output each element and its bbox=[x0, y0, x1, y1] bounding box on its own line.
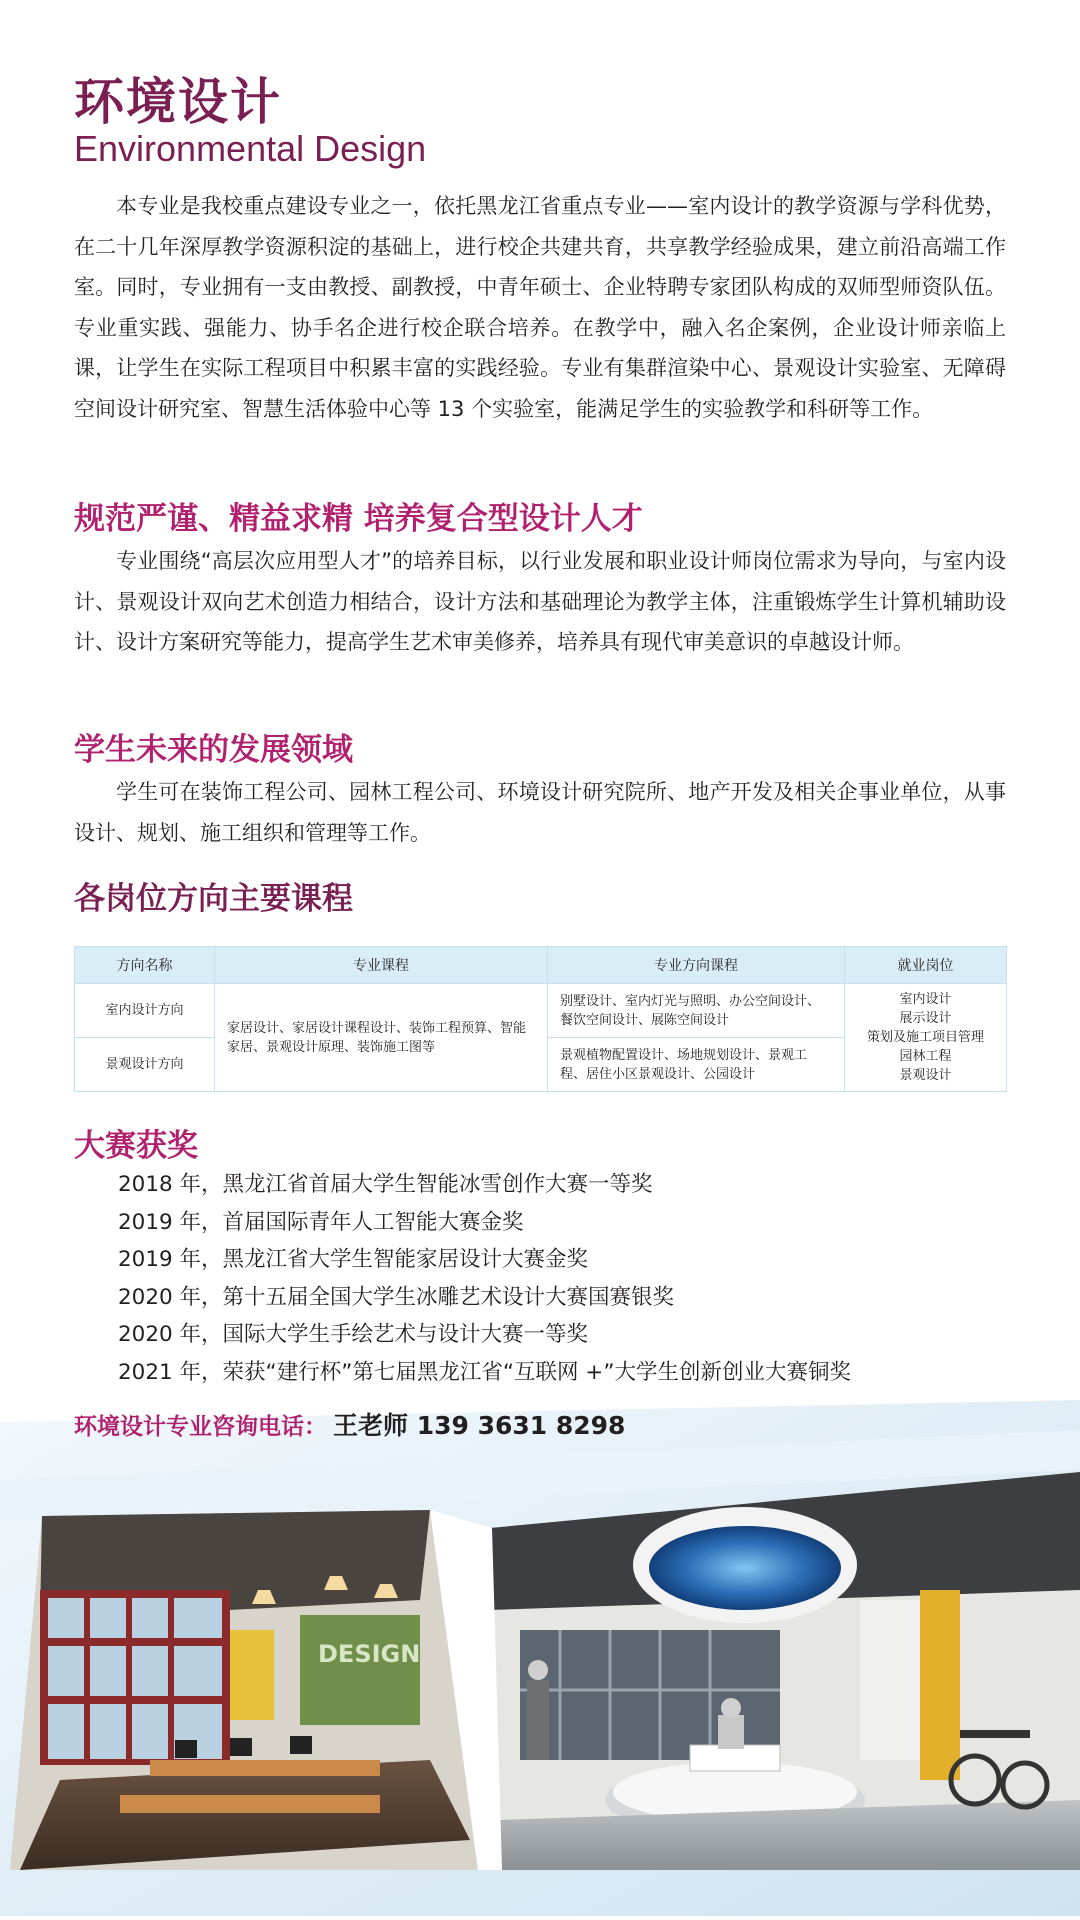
direction-cell: 景观设计方向 bbox=[75, 1038, 215, 1092]
jobs-cell bbox=[845, 984, 1007, 1092]
design-wall-sign: DESIGN bbox=[318, 1640, 421, 1668]
job-item: 景观设计 bbox=[899, 1068, 952, 1083]
job-item: 展示设计 bbox=[899, 1011, 952, 1026]
future-heading: 学生未来的发展领域 bbox=[74, 732, 353, 768]
contact-phone: 王老师 139 3631 8298 bbox=[333, 1411, 626, 1440]
courses-heading: 各岗位方向主要课程 bbox=[74, 881, 353, 917]
course-table bbox=[74, 946, 1007, 1092]
shared-courses-cell: 家居设计、家居设计课程设计、装饰工程预算、智能家居、景观设计原理、装饰施工图等 bbox=[215, 984, 548, 1092]
award-item: 2018 年，黑龙江省首届大学生智能冰雪创作大赛一等奖 bbox=[118, 1172, 653, 1197]
photo-design-studio bbox=[10, 1510, 478, 1870]
intro-paragraph: 本专业是我校重点建设专业之一，依托黑龙江省重点专业——室内设计的教学资源与学科优势，在二十几年深厚教学资源积淀的基础上，进行校企共建共育，共享教学经验成果，建立前沿高端工作室。同时，专业拥有一支由教授、副教授，中青年硕士、企业特聘专家团队构成的双师型师资队伍。专业重实践、强能力、协手名企进行校企联合培养。在教学中，融入名企案例，企业设计师亲临上课，让学生在实际工程项目中积累丰富的实践经验。专业有集群渲染中心、景观设计实验室、无障碍空间设计研究室、智慧生活体验中心等 13 个实验室，能满足学生的实验教学和科研等工作。 bbox=[74, 194, 1006, 421]
photo-band bbox=[0, 1400, 1080, 1916]
award-item: 2019 年，首届国际青年人工智能大赛金奖 bbox=[118, 1209, 524, 1235]
table-header-cell: 就业岗位 bbox=[845, 947, 1007, 984]
award-list bbox=[118, 1166, 851, 1391]
future-paragraph: 学生可在装饰工程公司、园林工程公司、环境设计研究院所、地产开发及相关企事业单位，从事设计、规划、施工组织和管理等工作。 bbox=[74, 780, 1006, 845]
job-item: 策划及施工项目管理 bbox=[866, 1030, 984, 1045]
table-header-cell: 专业方向课程 bbox=[548, 947, 845, 984]
table-row bbox=[75, 984, 1007, 1038]
awards-heading: 大赛获奖 bbox=[74, 1128, 198, 1164]
table-header-row bbox=[75, 947, 1007, 984]
page-subtitle: Environmental Design bbox=[74, 128, 427, 169]
page-title: 环境设计 bbox=[74, 73, 282, 131]
award-item: 2020 年，国际大学生手绘艺术与设计大赛一等奖 bbox=[118, 1322, 589, 1347]
contact-line bbox=[74, 1406, 625, 1442]
award-item: 2020 年，第十五届全国大学生冰雕艺术设计大赛国赛银奖 bbox=[118, 1284, 675, 1310]
photo-collage bbox=[0, 1400, 1080, 1916]
award-item: 2021 年，荣获“建行杯”第七届黑龙江省“互联网 +”大学生创新创业大赛铜奖 bbox=[118, 1359, 851, 1385]
job-item: 园林工程 bbox=[899, 1049, 952, 1064]
direction-courses-cell: 别墅设计、室内灯光与照明、办公空间设计、餐饮空间设计、展陈空间设计 bbox=[548, 984, 845, 1038]
award-item: 2019 年，黑龙江省大学生智能家居设计大赛金奖 bbox=[118, 1247, 589, 1272]
direction-courses-cell: 景观植物配置设计、场地规划设计、景观工程、居住小区景观设计、公园设计 bbox=[548, 1038, 845, 1092]
talent-paragraph: 专业围绕“高层次应用型人才”的培养目标，以行业发展和职业设计师岗位需求为导向，与室内设计、景观设计双向艺术创造力相结合，设计方法和基础理论为教学主体，注重锻炼学生计算机辅助设计、设计方案研究等能力，提高学生艺术审美修养，培养具有现代审美意识的卓越设计师。 bbox=[74, 549, 1006, 654]
contact-label: 环境设计专业咨询电话： bbox=[74, 1414, 327, 1440]
photo-experience-center bbox=[490, 1472, 1080, 1870]
job-item: 室内设计 bbox=[899, 992, 952, 1007]
talent-heading: 规范严谨、精益求精 培养复合型设计人才 bbox=[74, 501, 643, 537]
table-header-cell: 方向名称 bbox=[75, 947, 215, 984]
table-header-cell: 专业课程 bbox=[215, 947, 548, 984]
direction-cell: 室内设计方向 bbox=[75, 984, 215, 1038]
